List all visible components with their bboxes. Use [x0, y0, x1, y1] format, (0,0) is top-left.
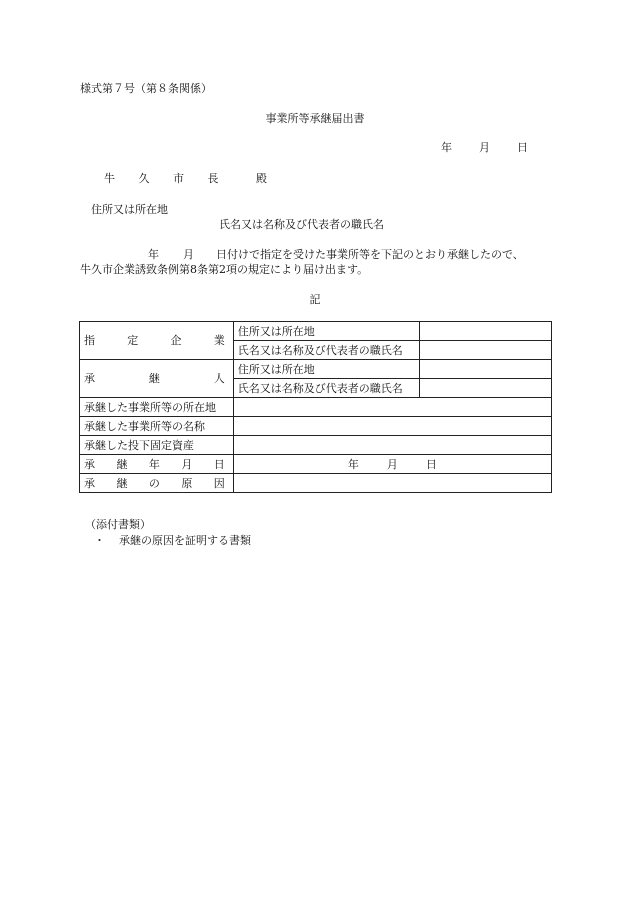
successor-address-label: 住所又は所在地 [233, 360, 420, 379]
attachment-item [94, 535, 251, 546]
date-day: 日 [517, 141, 528, 154]
submission-date [441, 142, 528, 153]
successor-address-value[interactable] [420, 360, 552, 379]
designated-name-value[interactable] [420, 341, 552, 360]
attachments-heading: （添付書類） [85, 518, 151, 531]
body-line-2: 牛久市企業誘致条例第8条第2項の規定により届け出ます。 [80, 263, 369, 276]
facility-name-value[interactable] [233, 417, 551, 436]
table-row [80, 436, 552, 455]
designated-name-label: 氏名又は名称及び代表者の職氏名 [233, 341, 420, 360]
cause-label: 承 継 の 原 因 [80, 474, 234, 493]
cause-value[interactable] [233, 474, 551, 493]
location-value[interactable] [233, 398, 551, 417]
successor-label: 承 継 人 [80, 360, 234, 398]
date-year: 年 [441, 141, 452, 154]
fixed-assets-label: 承継した投下固定資産 [80, 436, 234, 455]
body-month: 月 [183, 248, 194, 261]
facility-name-label: 承継した事業所等の名称 [80, 417, 234, 436]
addressee-char: 牛 [104, 172, 125, 185]
applicant-address-label: 住所又は所在地 [91, 203, 168, 216]
body-year: 年 [148, 248, 159, 261]
table-row [80, 322, 552, 341]
table-row [80, 360, 552, 379]
table-row [80, 474, 552, 493]
attachment-text: 承継の原因を証明する書類 [119, 534, 251, 547]
addressee-char: 久 [138, 172, 160, 185]
body-text: 日付けで指定を受けた事業所等を下記のとおり承継したので、 [216, 248, 524, 261]
addressee-char: 市 [173, 172, 194, 185]
table-row [80, 455, 552, 474]
bullet: ・ [94, 534, 105, 547]
designated-label: 指 定 企 業 [80, 322, 234, 360]
body-line-1 [80, 249, 524, 260]
fixed-assets-value[interactable] [233, 436, 551, 455]
addressee [104, 173, 277, 184]
addressee-honorific: 殿 [256, 172, 277, 185]
form-number: 様式第７号（第８条関係） [80, 82, 212, 95]
document-title: 事業所等承継届出書 [265, 112, 365, 125]
succession-date-value[interactable]: 年 月 日 [233, 455, 551, 474]
location-label: 承継した事業所等の所在地 [80, 398, 234, 417]
ki-heading: 記 [309, 293, 321, 306]
table-row [80, 398, 552, 417]
addressee-char: 長 [207, 172, 229, 185]
successor-name-label: 氏名又は名称及び代表者の職氏名 [233, 379, 420, 398]
succession-table [79, 321, 552, 493]
table-row [80, 417, 552, 436]
date-month: 月 [479, 141, 490, 154]
designated-address-label: 住所又は所在地 [233, 322, 420, 341]
succession-date-label: 承 継 年 月 日 [80, 455, 234, 474]
designated-address-value[interactable] [420, 322, 552, 341]
applicant-name-label: 氏名又は名称及び代表者の職氏名 [219, 218, 384, 231]
successor-name-value[interactable] [420, 379, 552, 398]
